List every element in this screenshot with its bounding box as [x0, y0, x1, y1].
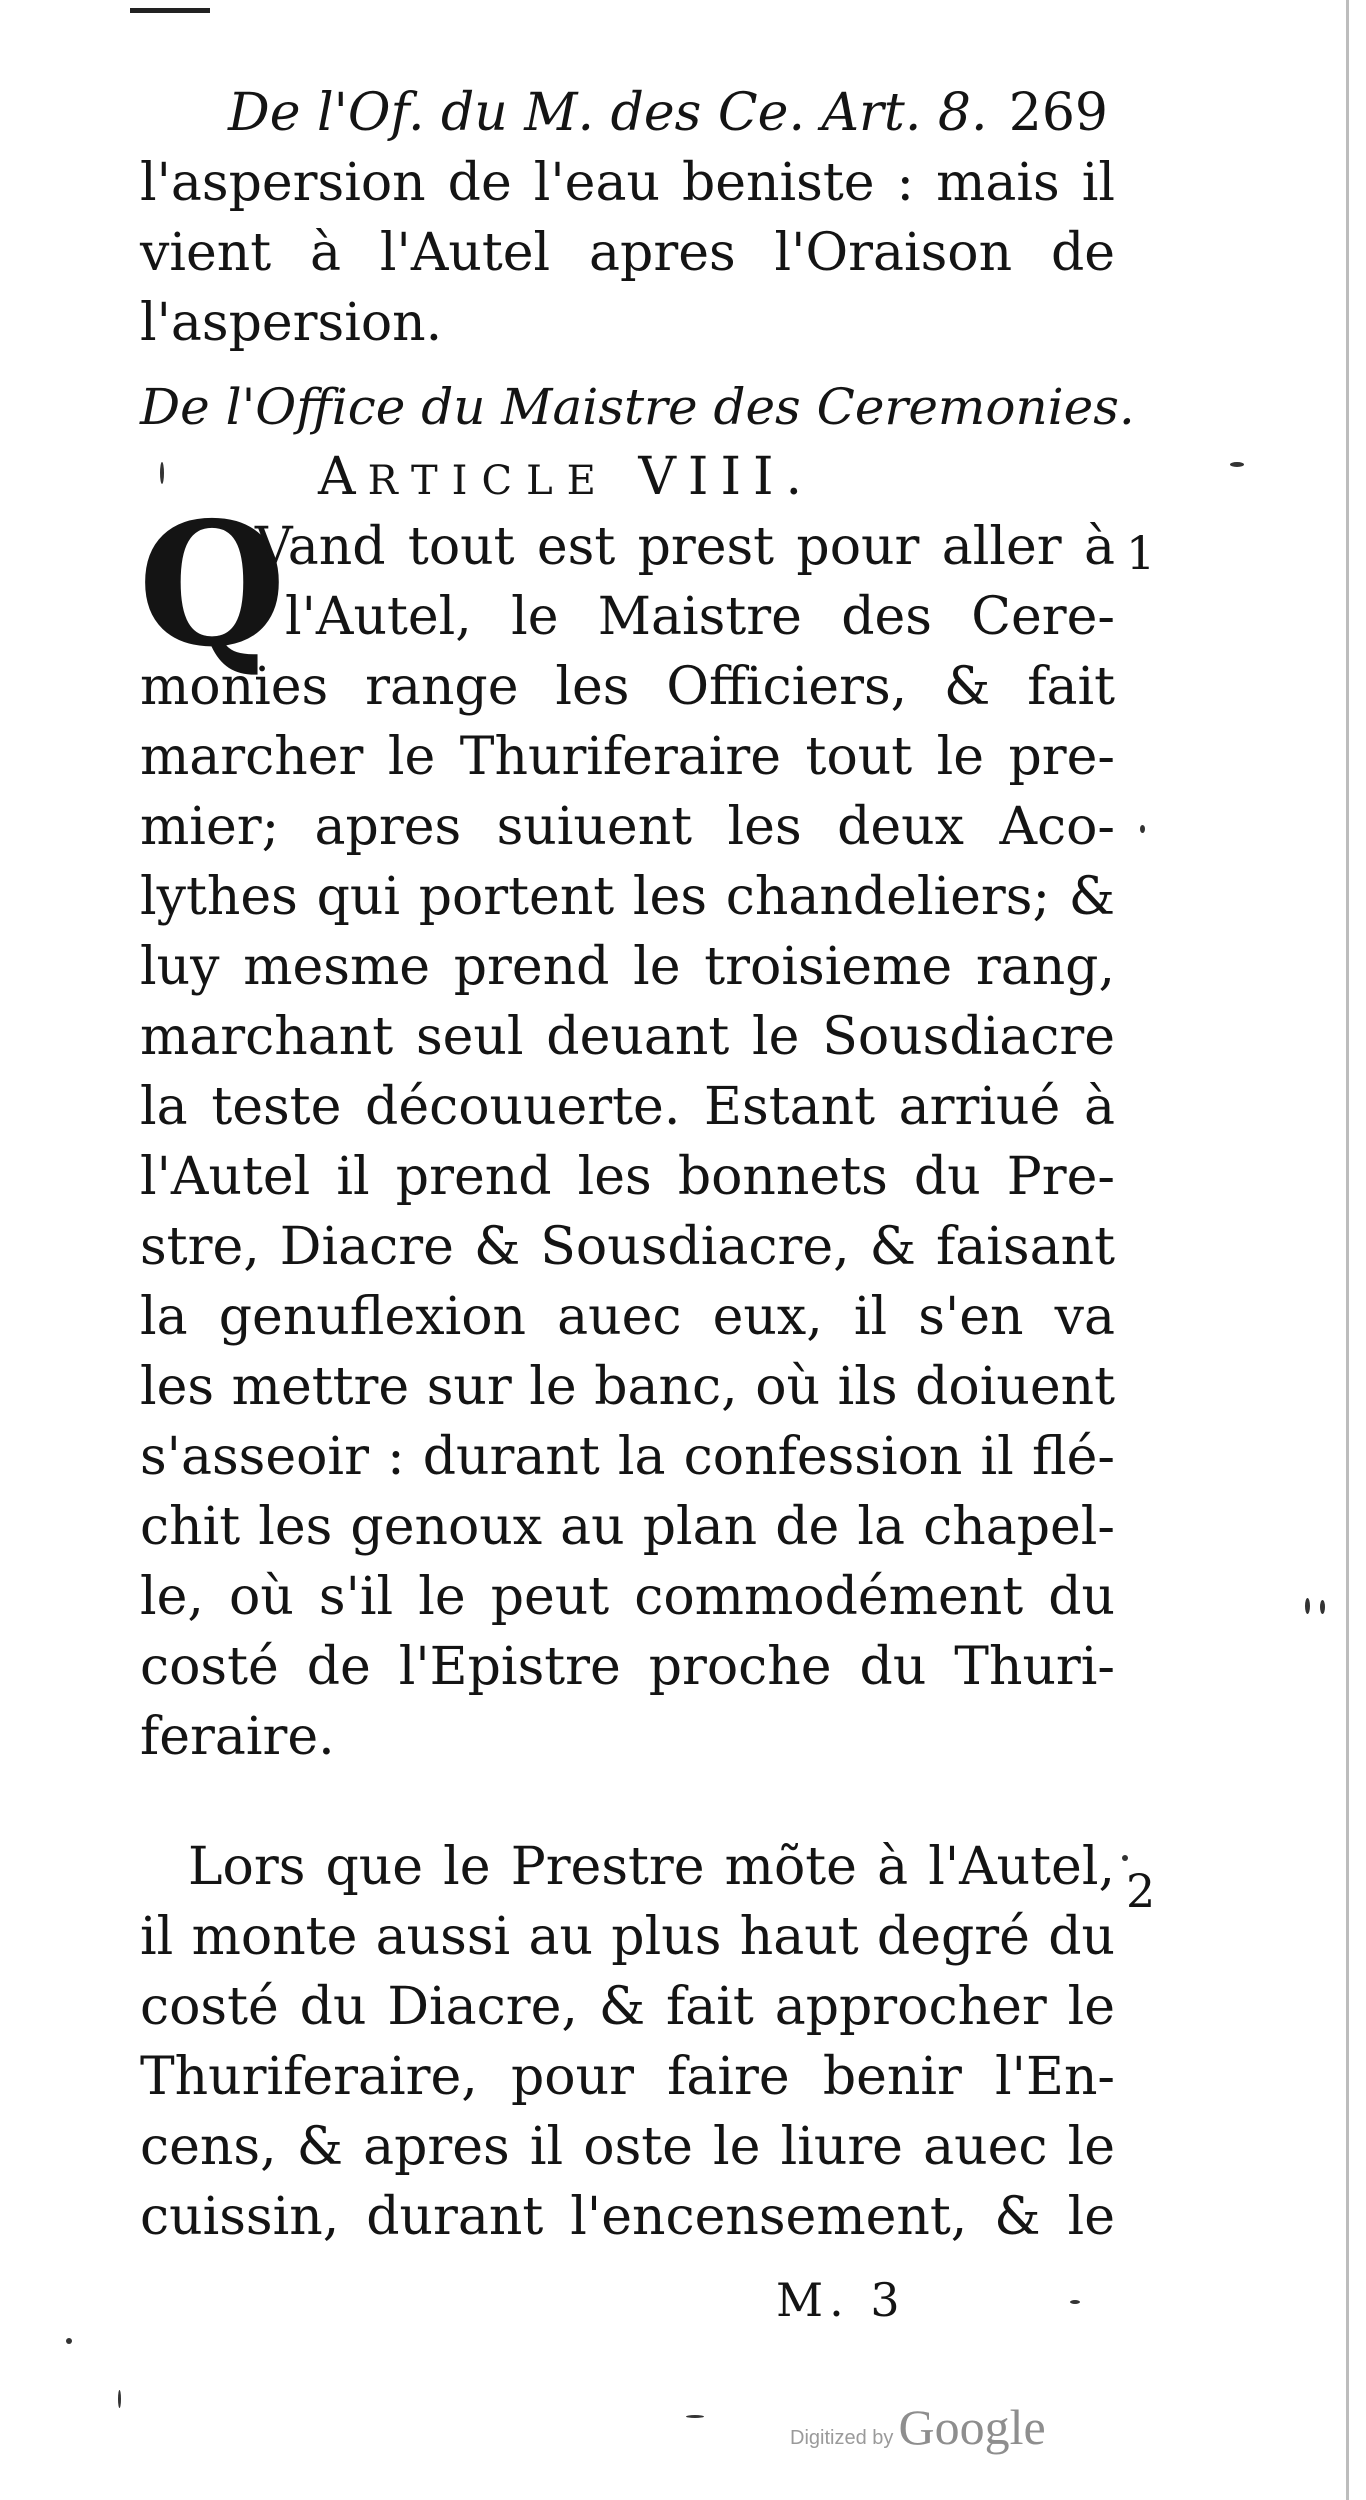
text-line: la genuflexion auec eux, il s'en va: [140, 1287, 1115, 1347]
text-line: les mettre sur le banc, où ils doiuent: [140, 1357, 1115, 1417]
margin-number-2: 2: [1126, 1864, 1156, 1918]
section-heading: De l'Office du Maistre des Ceremonies.: [140, 378, 1135, 436]
drop-cap: Q: [138, 485, 287, 685]
margin-number-1: 1: [1126, 526, 1156, 580]
text-line: costé du Diacre, & fait approcher le: [140, 1977, 1115, 2037]
text-line: Lors que le Prestre mõte à l'Autel,: [188, 1837, 1115, 1897]
scan-speck: [1230, 462, 1244, 467]
scan-speck: [686, 2415, 704, 2418]
text-line: lythes qui portent les chandeliers; &: [140, 867, 1115, 927]
text-line: la teste découuerte. Estant arriué à: [140, 1077, 1115, 1137]
scan-speck: [118, 2390, 121, 2408]
google-logo: Google: [898, 2399, 1046, 2455]
catchword: M. 3: [776, 2273, 906, 2327]
text-line: marcher le Thuriferaire tout le pre-: [140, 727, 1115, 787]
text-line: monies range les Officiers, & fait: [140, 657, 1115, 717]
running-head: [228, 78, 1108, 148]
scan-speck: [160, 462, 164, 484]
scan-speck: [1320, 1600, 1325, 1614]
scan-speck: [1070, 2300, 1080, 2304]
text-line: mier; apres suiuent les deux Aco-: [140, 797, 1115, 857]
scan-speck: [1305, 1598, 1310, 1614]
text-line: s'asseoir : durant la confession il flé-: [140, 1427, 1115, 1487]
scan-speck: [66, 2338, 72, 2344]
top-rule: [130, 8, 210, 13]
text-line: vient à l'Autel apres l'Oraison de: [140, 223, 1115, 283]
text-line: l'aspersion.: [140, 293, 443, 353]
digitization-watermark: [790, 2398, 1046, 2456]
text-line: cuissin, durant l'encensement, & le: [140, 2187, 1115, 2247]
text-line: Thuriferaire, pour faire benir l'En-: [140, 2047, 1115, 2107]
text-line: chit les genoux au plan de la chapel-: [140, 1497, 1115, 1557]
scan-speck: [1140, 825, 1145, 833]
text-line: cens, & apres il oste le liure auec le: [140, 2117, 1115, 2177]
text-line: Vand tout est prest pour aller à: [255, 517, 1115, 577]
text-line: il monte aussi au plus haut degré du: [140, 1907, 1115, 1967]
watermark-prefix: Digitized by: [790, 2427, 894, 2449]
text-line: le, où s'il le peut commodément du: [140, 1567, 1115, 1627]
text-line: feraire.: [140, 1707, 335, 1767]
text-line: l'Autel, le Maistre des Cere-: [285, 587, 1115, 647]
text-line: marchant seul deuant le Sousdiacre: [140, 1007, 1115, 1067]
text-line: l'Autel il prend les bonnets du Pre-: [140, 1147, 1115, 1207]
paragraph-1: [140, 512, 1115, 1772]
text-line: costé de l'Epistre proche du Thuri-: [140, 1637, 1115, 1697]
running-title: De l'Of. du M. des Ce. Art. 8.: [228, 83, 988, 143]
article-label-initial: A: [318, 447, 368, 507]
scan-speck: [1122, 1855, 1128, 1861]
continuation-text: [140, 148, 1115, 358]
text-line: stre, Diacre & Sousdiacre, & faisant: [140, 1217, 1115, 1277]
text-line: luy mesme prend le troisieme rang,: [140, 937, 1115, 997]
article-label-rest: RTICLE: [367, 458, 610, 504]
page-edge-shadow: [1346, 0, 1349, 2500]
article-heading: [318, 442, 938, 516]
paragraph-2: [140, 1832, 1115, 2252]
page-number: 269: [1008, 83, 1108, 143]
text-line: l'aspersion de l'eau beniste : mais il: [140, 153, 1115, 213]
article-numeral: VIII.: [638, 447, 815, 507]
